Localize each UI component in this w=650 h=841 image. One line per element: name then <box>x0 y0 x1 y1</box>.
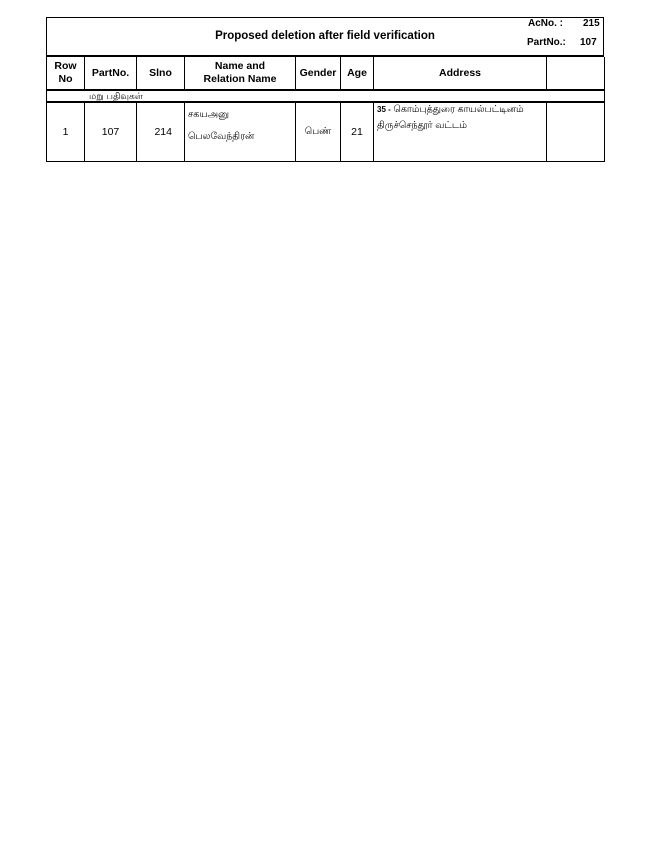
cell-gender: பெண் <box>296 102 341 162</box>
col-header-name-line2: Relation Name <box>203 73 277 85</box>
voter-name: சகயஅனு <box>188 109 230 120</box>
address-code: 35 - <box>377 105 391 114</box>
part-number-label: PartNo.: <box>527 37 566 48</box>
relation-name: பெலவேந்திரன் <box>188 131 255 142</box>
col-header-extra <box>547 57 605 90</box>
col-header-part-no: PartNo. <box>85 57 137 90</box>
address-place: கொம்புத்துரை காயல்பட்டினம் <box>393 104 524 115</box>
col-header-name-line1: Name and <box>214 60 266 72</box>
sheet-header <box>46 17 604 57</box>
col-header-name <box>185 57 296 90</box>
section-row <box>47 90 605 102</box>
page-title: Proposed deletion after field verification <box>215 30 435 42</box>
address-line1 <box>377 104 546 116</box>
col-header-row-no: Row No <box>47 57 85 90</box>
cell-name <box>185 102 296 162</box>
section-label: மறு பதிவுகள் <box>47 90 605 102</box>
ac-number-label: AcNo. : <box>528 18 563 29</box>
table-row <box>47 102 605 162</box>
cell-age: 21 <box>341 102 374 162</box>
col-header-slno: Slno <box>137 57 185 90</box>
ac-number-value: 215 <box>583 18 600 29</box>
voter-deletion-sheet <box>46 17 604 162</box>
deletion-table <box>46 57 605 162</box>
cell-part-no: 107 <box>85 102 137 162</box>
cell-slno: 214 <box>137 102 185 162</box>
table-header-row <box>47 57 605 90</box>
cell-extra <box>547 102 605 162</box>
part-number-value: 107 <box>580 37 597 48</box>
col-header-address: Address <box>374 57 547 90</box>
col-header-gender: Gender <box>296 57 341 90</box>
address-line2: திருச்செந்தூர் வட்டம் <box>377 120 468 131</box>
cell-row-no: 1 <box>47 102 85 162</box>
col-header-age: Age <box>341 57 374 90</box>
cell-address <box>374 102 547 162</box>
